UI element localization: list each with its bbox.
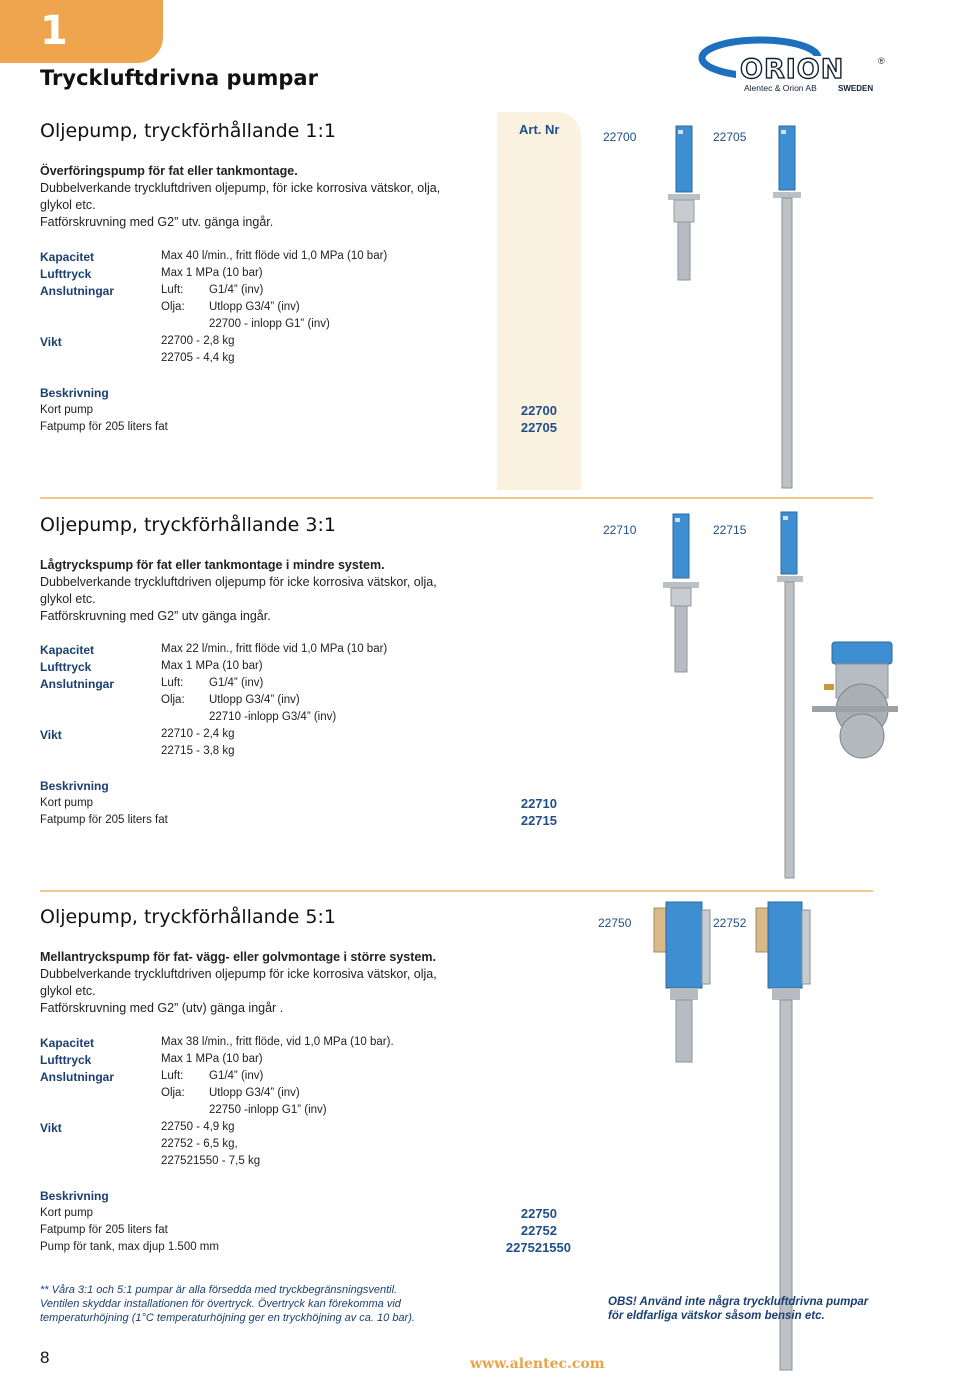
description-line: Fatförskruvning med G2” utv. gänga ingår. [40, 215, 274, 229]
section-description [40, 949, 437, 1017]
lufttryck-value: Max 1 MPa (10 bar) [161, 1053, 263, 1065]
kapacitet-value: Max 38 l/min., fritt flöde, vid 1,0 MPa (10 bar). [161, 1036, 394, 1048]
logo-country: SWEDEN [838, 84, 874, 93]
beskrivning-label: Beskrivning [40, 779, 109, 793]
model-label: 22715 [713, 523, 747, 537]
vikt-value: 22710 - 2,4 kg [161, 728, 235, 740]
item-art-nr: 22700 [520, 403, 557, 418]
vikt-label: Vikt [40, 335, 62, 349]
model-label: 22750 [598, 916, 632, 930]
logo-wordmark: ORION [740, 54, 845, 85]
description-line: Dubbelverkande tryckluftdriven oljepump, för icke korrosiva vätskor, olja, [40, 181, 441, 195]
vikt-value: 22715 - 3,8 kg [161, 745, 235, 757]
lufttryck-label: Lufttryck [40, 660, 92, 674]
description-line: Dubbelverkande tryckluftdriven oljepump för icke korrosiva vätskor, olja, [40, 575, 437, 589]
pump-image-short [659, 512, 703, 676]
olja-value: Utlopp G3/4” (inv) [209, 1087, 300, 1099]
luft-label: Luft: [161, 677, 184, 689]
pump-image-short [664, 124, 704, 284]
description-line: Fatförskruvning med G2” (utv) gänga ingår . [40, 1001, 284, 1015]
warning-line: för eldfarliga vätskor såsom bensin etc. [608, 1310, 825, 1322]
section-description [40, 557, 437, 625]
pump-image-short [646, 900, 718, 1066]
svg-text:®: ® [878, 56, 885, 66]
beskrivning-label: Beskrivning [40, 1189, 109, 1203]
luft-value: G1/4” (inv) [209, 677, 264, 689]
item-art-nr: 227521550 [505, 1240, 571, 1255]
luft-label: Luft: [161, 1070, 184, 1082]
anslutningar-label: Anslutningar [40, 677, 114, 691]
item-name: Pump för tank, max djup 1.500 mm [40, 1241, 219, 1253]
chapter-tab [0, 0, 163, 63]
section-title: Oljepump, tryckförhållande 1:1 [40, 120, 336, 142]
vikt-value: 22705 - 4,4 kg [161, 352, 235, 364]
description-line: glykol etc. [40, 198, 96, 212]
lufttryck-value: Max 1 MPa (10 bar) [161, 267, 263, 279]
section-title: Oljepump, tryckförhållande 5:1 [40, 906, 336, 928]
olja-label: Olja: [161, 694, 185, 706]
olja-inlet-value: 22750 -inlopp G1” (inv) [209, 1104, 327, 1116]
section-divider [40, 497, 873, 499]
item-name: Fatpump för 205 liters fat [40, 421, 168, 433]
description-line: glykol etc. [40, 984, 96, 998]
chapter-title: Tryckluftdrivna pumpar [40, 66, 318, 90]
model-label: 22705 [713, 130, 747, 144]
vikt-value: 22700 - 2,8 kg [161, 335, 235, 347]
description-line: glykol etc. [40, 592, 96, 606]
olja-label: Olja: [161, 301, 185, 313]
item-name: Fatpump för 205 liters fat [40, 1224, 168, 1236]
luft-value: G1/4” (inv) [209, 284, 264, 296]
section-description [40, 163, 440, 231]
olja-value: Utlopp G3/4” (inv) [209, 694, 300, 706]
kapacitet-label: Kapacitet [40, 1036, 95, 1050]
section-subtitle: Mellantryckspump för fat- vägg- eller golvmontage i större system. [40, 950, 436, 964]
item-name: Fatpump för 205 liters fat [40, 814, 168, 826]
beskrivning-label: Beskrivning [40, 386, 109, 400]
art-nr-label: Art. Nr [519, 122, 560, 137]
warning-line: OBS! Använd inte några tryckluftdrivna pumpar [608, 1296, 869, 1308]
description-line: Fatförskruvning med G2” utv gänga ingår. [40, 609, 271, 623]
footnote-line: ** Våra 3:1 och 5:1 pumpar är alla försedda med tryckbegränsningsventil. [40, 1284, 398, 1296]
olja-value: Utlopp G3/4” (inv) [209, 301, 300, 313]
lufttryck-label: Lufttryck [40, 267, 92, 281]
luft-label: Luft: [161, 284, 184, 296]
chapter-number: 1 [40, 8, 68, 54]
orion-logo [698, 34, 888, 96]
pump-image-barrel [769, 124, 805, 490]
model-label: 22710 [603, 523, 637, 537]
vikt-value: 22752 - 6,5 kg, [161, 1138, 238, 1150]
anslutningar-label: Anslutningar [40, 1070, 114, 1084]
anslutningar-label: Anslutningar [40, 284, 114, 298]
item-name: Kort pump [40, 1207, 94, 1219]
section-subtitle: Överföringspump för fat eller tankmontage. [40, 164, 298, 178]
item-name: Kort pump [40, 404, 94, 416]
pump-closeup-image [810, 640, 900, 768]
model-label: 22700 [603, 130, 637, 144]
item-art-nr: 22715 [520, 813, 557, 828]
olja-label: Olja: [161, 1087, 185, 1099]
luft-value: G1/4” (inv) [209, 1070, 264, 1082]
vikt-value: 227521550 - 7,5 kg [161, 1155, 261, 1167]
section-subtitle: Lågtryckspump för fat eller tankmontage i mindre system. [40, 558, 385, 572]
pump-image-barrel [775, 510, 805, 882]
model-label: 22752 [713, 916, 747, 930]
kapacitet-label: Kapacitet [40, 643, 95, 657]
section-title: Oljepump, tryckförhållande 3:1 [40, 514, 336, 536]
item-name: Kort pump [40, 797, 94, 809]
item-art-nr: 22710 [520, 796, 557, 811]
lufttryck-label: Lufttryck [40, 1053, 92, 1067]
item-art-nr: 22752 [520, 1223, 557, 1238]
website-link[interactable]: www.alentec.com [470, 1356, 605, 1372]
kapacitet-value: Max 22 l/min., fritt flöde vid 1,0 MPa (10 bar) [161, 643, 388, 655]
logo-company: Alentec & Orion AB [744, 83, 817, 93]
vikt-value: 22750 - 4,9 kg [161, 1121, 235, 1133]
item-art-nr: 22705 [520, 420, 557, 435]
vikt-label: Vikt [40, 728, 62, 742]
footnote-line: Ventilen skyddar installationen för övertryck. Övertryck kan förekomma vid [40, 1298, 401, 1310]
kapacitet-label: Kapacitet [40, 250, 95, 264]
item-art-nr: 22750 [520, 1206, 557, 1221]
footnote [40, 1283, 415, 1325]
vikt-label: Vikt [40, 1121, 62, 1135]
description-line: Dubbelverkande tryckluftdriven oljepump för icke korrosiva vätskor, olja, [40, 967, 437, 981]
warning-note [608, 1295, 868, 1323]
olja-inlet-value: 22700 - inlopp G1” (inv) [209, 318, 330, 330]
kapacitet-value: Max 40 l/min., fritt flöde vid 1,0 MPa (10 bar) [161, 250, 388, 262]
footnote-line: temperaturhöjning (1°C temperaturhöjning ger en tryckhöjning av ca. 10 bar). [40, 1312, 415, 1324]
olja-inlet-value: 22710 -inlopp G3/4” (inv) [209, 711, 337, 723]
section-divider [40, 890, 873, 892]
lufttryck-value: Max 1 MPa (10 bar) [161, 660, 263, 672]
page-number: 8 [40, 1348, 50, 1367]
